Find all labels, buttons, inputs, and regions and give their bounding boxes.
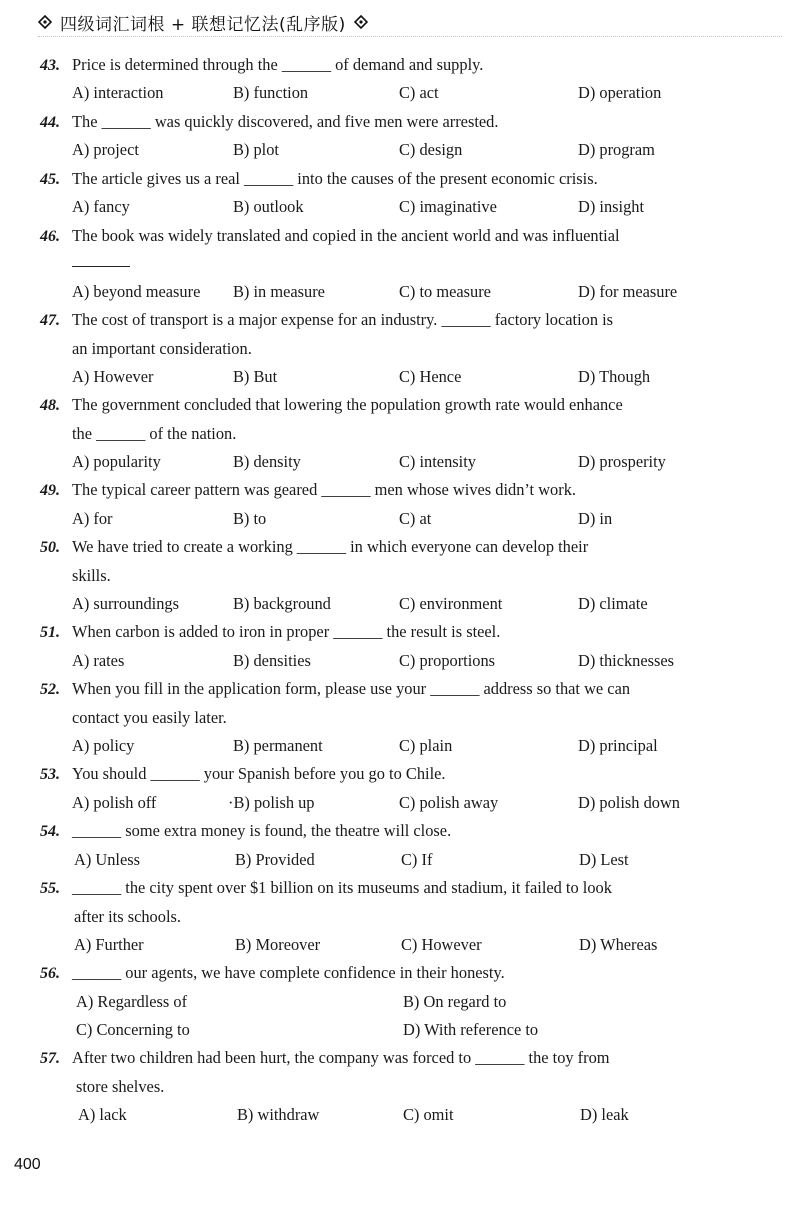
option-d: D) principal <box>578 736 658 755</box>
header-divider <box>38 36 782 37</box>
option-c: C) plain <box>399 736 453 755</box>
option-b: B) plot <box>233 140 279 159</box>
question-number: 49. <box>40 482 60 499</box>
option-a: A) for <box>72 509 113 528</box>
option-a: A) Regardless of <box>76 992 188 1011</box>
question-number: 51. <box>40 624 60 641</box>
option-c: C) to measure <box>399 282 491 301</box>
diamond-ornament-icon <box>38 15 52 29</box>
page-header <box>38 8 368 36</box>
option-b: B) background <box>233 594 331 613</box>
question-number: 44. <box>40 114 60 131</box>
option-b: ·B) polish up <box>228 793 315 812</box>
question-44 <box>40 113 498 132</box>
option-c: C) omit <box>403 1105 454 1124</box>
option-d: D) Whereas <box>579 935 658 954</box>
question-text: The book was widely translated and copied in the ancient world and was influential <box>72 226 620 245</box>
option-b: B) withdraw <box>237 1105 320 1124</box>
question-number: 43. <box>40 57 60 74</box>
question-52 <box>40 680 630 699</box>
question-number: 45. <box>40 171 60 188</box>
question-text: ______ our agents, we have complete confidence in their honesty. <box>72 963 505 982</box>
question-number: 56. <box>40 965 60 982</box>
option-d: D) polish down <box>578 793 680 812</box>
option-a: A) beyond measure <box>72 282 201 301</box>
option-b: B) densities <box>233 651 311 670</box>
question-text: The government concluded that lowering the population growth rate would enhance <box>72 395 623 414</box>
option-d: D) With reference to <box>403 1020 539 1039</box>
option-b: B) permanent <box>233 736 323 755</box>
question-54 <box>40 822 451 841</box>
option-b: B) outlook <box>233 197 304 216</box>
option-b: B) to <box>233 509 267 528</box>
question-text: Price is determined through the ______ of demand and supply. <box>72 55 484 74</box>
option-c: C) design <box>399 140 463 159</box>
option-c: C) intensity <box>399 452 476 471</box>
option-c: C) imaginative <box>399 197 497 216</box>
option-a: A) Further <box>74 935 144 954</box>
question-text-continued: the ______ of the nation. <box>72 424 237 443</box>
question-number: 47. <box>40 312 60 329</box>
option-d: D) in <box>578 509 613 528</box>
option-b: B) But <box>233 367 278 386</box>
page-number: 400 <box>14 1156 41 1173</box>
question-text: ______ some extra money is found, the theatre will close. <box>72 821 452 840</box>
option-a: A) interaction <box>72 83 164 102</box>
question-text: When carbon is added to iron in proper ______ the result is steel. <box>72 622 501 641</box>
question-43 <box>40 56 483 75</box>
option-b: B) Moreover <box>235 935 321 954</box>
option-a: A) Unless <box>74 850 141 869</box>
option-c: C) at <box>399 509 432 528</box>
question-53 <box>40 765 446 784</box>
option-a: A) fancy <box>72 197 130 216</box>
question-49 <box>40 481 576 500</box>
option-b: B) density <box>233 452 301 471</box>
question-text: The cost of transport is a major expense for an industry. ______ factory location is <box>72 310 614 329</box>
option-c: C) act <box>399 83 439 102</box>
question-text-continued: after its schools. <box>74 907 181 926</box>
question-text-continued: store shelves. <box>76 1077 165 1096</box>
option-d: D) thicknesses <box>578 651 675 670</box>
option-d: D) Though <box>578 367 651 386</box>
option-d: D) program <box>578 140 655 159</box>
option-b: B) function <box>233 83 309 102</box>
question-45 <box>40 170 598 189</box>
option-d: D) climate <box>578 594 648 613</box>
question-text: The article gives us a real ______ into the causes of the present economic crisis. <box>72 169 598 188</box>
header-title: 四级词汇词根 + 联想记忆法(乱序版) <box>60 14 346 35</box>
option-b: B) On regard to <box>403 992 507 1011</box>
question-number: 48. <box>40 397 60 414</box>
question-48 <box>40 396 623 415</box>
option-c: C) proportions <box>399 651 496 670</box>
question-47 <box>40 311 613 330</box>
question-text: You should ______ your Spanish before you go to Chile. <box>72 764 446 783</box>
option-a: A) popularity <box>72 452 161 471</box>
question-number: 50. <box>40 539 60 556</box>
question-46 <box>40 227 620 246</box>
question-text: We have tried to create a working ______ in which everyone can develop their <box>72 537 589 556</box>
option-c: C) environment <box>399 594 503 613</box>
option-d: D) leak <box>580 1105 629 1124</box>
option-d: D) prosperity <box>578 452 666 471</box>
question-number: 55. <box>40 880 60 897</box>
question-text: When you fill in the application form, please use your ______ address so that we can <box>72 679 631 698</box>
question-text: ______ the city spent over $1 billion on its museums and stadium, it failed to look <box>72 878 612 897</box>
question-text-continued: skills. <box>72 566 111 585</box>
option-a: A) However <box>72 367 154 386</box>
option-c: C) However <box>401 935 482 954</box>
question-57 <box>40 1049 610 1068</box>
question-text-continued: an important consideration. <box>72 339 252 358</box>
option-d: D) for measure <box>578 282 678 301</box>
option-a: A) policy <box>72 736 135 755</box>
question-number: 46. <box>40 228 60 245</box>
question-number: 54. <box>40 823 60 840</box>
option-b: B) in measure <box>233 282 325 301</box>
option-c: C) If <box>401 850 433 869</box>
option-a: A) polish off <box>72 793 157 812</box>
diamond-ornament-icon <box>354 15 368 29</box>
option-a: A) lack <box>78 1105 127 1124</box>
option-a: A) rates <box>72 651 125 670</box>
option-b: B) Provided <box>235 850 315 869</box>
option-d: D) operation <box>578 83 662 102</box>
option-a: A) surroundings <box>72 594 179 613</box>
question-text: After two children had been hurt, the company was forced to ______ the toy from <box>72 1048 610 1067</box>
question-text-continued: contact you easily later. <box>72 708 227 727</box>
option-c: C) Concerning to <box>76 1020 190 1039</box>
option-d: D) Lest <box>579 850 629 869</box>
option-a: A) project <box>72 140 139 159</box>
question-text: The ______ was quickly discovered, and five men were arrested. <box>72 112 499 131</box>
question-text: The typical career pattern was geared ______ men whose wives didn’t work. <box>72 480 576 499</box>
question-55 <box>40 879 612 898</box>
question-50 <box>40 538 588 557</box>
answer-blank <box>72 266 130 267</box>
question-56 <box>40 964 505 983</box>
question-number: 57. <box>40 1050 60 1067</box>
question-number: 53. <box>40 766 60 783</box>
option-d: D) insight <box>578 197 645 216</box>
question-51 <box>40 623 500 642</box>
question-number: 52. <box>40 681 60 698</box>
option-c: C) Hence <box>399 367 462 386</box>
option-c: C) polish away <box>399 793 499 812</box>
